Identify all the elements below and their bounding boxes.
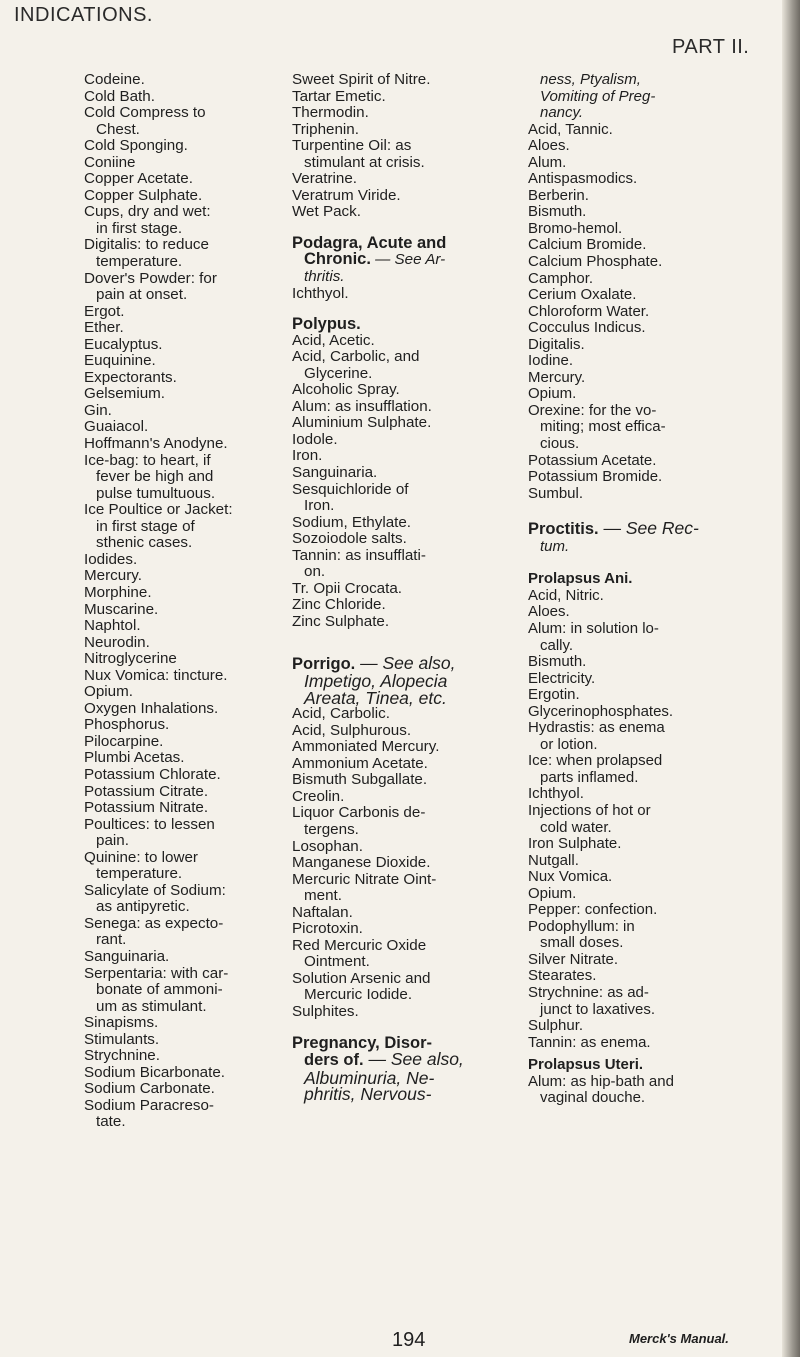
section-heading: Prolapsus Ani. bbox=[528, 570, 633, 588]
list-item: Neurodin. bbox=[84, 633, 150, 651]
list-item: Cold Bath. bbox=[84, 87, 155, 105]
list-item: Zinc Sulphate. bbox=[292, 612, 390, 630]
list-item: junct to laxatives. bbox=[540, 1000, 656, 1018]
see-also: — See also, bbox=[363, 1049, 464, 1070]
section-heading: Porrigo. bbox=[292, 654, 356, 673]
running-header-left: INDICATIONS. bbox=[14, 4, 153, 26]
list-item: Iron Sulphate. bbox=[528, 835, 622, 853]
list-item: pulse tumultuous. bbox=[96, 484, 216, 502]
item-list bbox=[528, 1074, 750, 1107]
see-also-cont: nancy. bbox=[540, 104, 584, 122]
list-item: Silver Nitrate. bbox=[528, 950, 619, 968]
list-item: cold water. bbox=[540, 818, 612, 836]
see-also-cont: ness, Ptyalism, bbox=[540, 71, 641, 88]
list-item: Iodides. bbox=[84, 550, 138, 568]
list-item: Ice: when prolapsed bbox=[528, 752, 663, 770]
list-item: Iron. bbox=[304, 497, 335, 515]
list-item: Cold Compress to bbox=[84, 104, 206, 122]
list-item: Zinc Chloride. bbox=[292, 596, 386, 614]
list-item: Hydrastis: as enema bbox=[528, 719, 665, 737]
list-item: Aloes. bbox=[528, 137, 570, 155]
list-item: as antipyretic. bbox=[96, 898, 190, 916]
list-item: Iodine. bbox=[528, 352, 574, 370]
list-item: Sesquichloride of bbox=[292, 480, 409, 498]
list-item: Triphenin. bbox=[292, 120, 359, 138]
list-item: Salicylate of Sodium: bbox=[84, 881, 226, 899]
list-item: Berberin. bbox=[528, 186, 589, 204]
list-item: Morphine. bbox=[84, 583, 152, 601]
list-item: Acid, Acetic. bbox=[292, 331, 375, 349]
list-item: Nux Vomica. bbox=[528, 868, 613, 886]
list-item: um as stimulant. bbox=[96, 997, 207, 1015]
list-item: Orexine: for the vo- bbox=[528, 401, 657, 419]
list-item: Sozoiodole salts. bbox=[292, 530, 407, 548]
list-item: or lotion. bbox=[540, 735, 598, 753]
list-item: Electricity. bbox=[528, 669, 596, 687]
list-item: Dover's Powder: for bbox=[84, 269, 217, 287]
list-item: Mercuric Nitrate Oint- bbox=[292, 870, 437, 888]
list-item: Acid, Nitric. bbox=[528, 586, 604, 604]
list-item: Poultices: to lessen bbox=[84, 815, 215, 833]
list-item: Opium. bbox=[528, 884, 577, 902]
list-item: Acid, Carbolic. bbox=[292, 705, 390, 723]
list-item: in first stage. bbox=[96, 219, 183, 237]
list-item: Tannin: as insufflati- bbox=[292, 546, 426, 564]
section-podagra bbox=[292, 235, 518, 302]
list-item: Sodium Bicarbonate. bbox=[84, 1063, 225, 1081]
list-item: miting; most effica- bbox=[540, 418, 666, 436]
list-item: rant. bbox=[96, 931, 127, 949]
list-item: Iodole. bbox=[292, 430, 338, 448]
see-also: — See also, bbox=[355, 652, 456, 673]
list-item: tate. bbox=[96, 1113, 126, 1131]
list-item: Stearates. bbox=[528, 967, 597, 985]
list-item: Aloes. bbox=[528, 603, 570, 621]
list-item: Eucalyptus. bbox=[84, 335, 163, 353]
list-item: Losophan. bbox=[292, 837, 363, 855]
list-item: Pilocarpine. bbox=[84, 732, 164, 750]
list-item: Opium. bbox=[528, 385, 577, 403]
list-item: Sulphites. bbox=[292, 1002, 359, 1020]
list-item: Creolin. bbox=[292, 787, 345, 805]
see-also-cont: Impetigo, Alopecia bbox=[304, 671, 448, 692]
list-item: Cerium Oxalate. bbox=[528, 286, 637, 304]
list-item: Thermodin. bbox=[292, 104, 369, 122]
list-item: Ergotin. bbox=[528, 686, 580, 704]
list-item: Pepper: confection. bbox=[528, 901, 658, 919]
section-pregnancy bbox=[292, 1035, 518, 1103]
list-item: Copper Sulphate. bbox=[84, 186, 203, 204]
list-item: Wet Pack. bbox=[292, 203, 361, 221]
list-item: Senega: as expecto- bbox=[84, 914, 224, 932]
list-item: Coniine bbox=[84, 153, 136, 171]
list-item: Camphor. bbox=[528, 269, 594, 287]
list-item: Muscarine. bbox=[84, 600, 159, 618]
list-item: Sinapisms. bbox=[84, 1014, 159, 1032]
item-list bbox=[292, 333, 518, 631]
item-list bbox=[528, 588, 750, 1051]
list-item: Digitalis: to reduce bbox=[84, 236, 209, 254]
list-item: Codeine. bbox=[84, 71, 145, 88]
list-item: Red Mercuric Oxide bbox=[292, 936, 427, 954]
list-item: Cups, dry and wet: bbox=[84, 203, 211, 221]
list-item: Alum: in solution lo- bbox=[528, 619, 659, 637]
list-item: Potassium Bromide. bbox=[528, 468, 663, 486]
list-item: Calcium Bromide. bbox=[528, 236, 647, 254]
page-number: 194 bbox=[392, 1329, 426, 1351]
section-porrigo bbox=[292, 652, 518, 1021]
list-item: Glycerine. bbox=[304, 364, 373, 382]
list-item: Sulphur. bbox=[528, 1017, 584, 1035]
running-header-right: PART II. bbox=[672, 36, 750, 58]
see-also-cont: phritis, Nervous- bbox=[304, 1084, 432, 1105]
list-item: Euquinine. bbox=[84, 352, 156, 370]
list-item: Veratrine. bbox=[292, 170, 358, 188]
see-also-cont: Vomiting of Preg- bbox=[540, 87, 656, 105]
list-item: vaginal douche. bbox=[540, 1089, 646, 1107]
list-item: Nux Vomica: tincture. bbox=[84, 666, 228, 684]
section-heading-cont: ders of. bbox=[304, 1051, 364, 1070]
list-item: tergens. bbox=[304, 820, 359, 838]
list-item: Expectorants. bbox=[84, 368, 177, 386]
list-item: Bismuth. bbox=[528, 203, 587, 221]
page-edge bbox=[782, 0, 800, 1357]
section-prolapsus-uteri bbox=[528, 1057, 750, 1107]
see-also-cont: Areata, Tinea, etc. bbox=[304, 687, 447, 708]
list-item: Sanguinaria. bbox=[292, 464, 378, 482]
footer-title: Merck's Manual. bbox=[629, 1331, 729, 1346]
list-item: Ergot. bbox=[84, 302, 125, 320]
column-1 bbox=[84, 72, 294, 1131]
list-item: Acid, Sulphurous. bbox=[292, 721, 412, 739]
list-item: Digitalis. bbox=[528, 335, 585, 353]
list-item: Sodium, Ethylate. bbox=[292, 513, 412, 531]
list-item: fever be high and bbox=[96, 468, 214, 486]
list-item: Cold Sponging. bbox=[84, 137, 188, 155]
list-item: Veratrum Viride. bbox=[292, 186, 401, 204]
list-item: parts inflamed. bbox=[540, 768, 639, 786]
item-list bbox=[292, 706, 518, 1020]
intro-list bbox=[292, 72, 518, 221]
list-item: Bromo-hemol. bbox=[528, 219, 623, 237]
list-item: temperature. bbox=[96, 253, 183, 271]
see-also-cont: tum. bbox=[540, 537, 570, 555]
list-item: Sanguinaria. bbox=[84, 947, 170, 965]
list-item: Solution Arsenic and bbox=[292, 969, 431, 987]
list-item: Naftalan. bbox=[292, 903, 353, 921]
see-also: — See Ar- bbox=[370, 251, 446, 269]
list-item: Potassium Citrate. bbox=[84, 782, 209, 800]
list-item: bonate of ammoni- bbox=[96, 981, 223, 999]
list-item: Guaiacol. bbox=[84, 418, 149, 436]
list-item: Nutgall. bbox=[528, 851, 579, 869]
list-item: Bismuth Subgallate. bbox=[292, 771, 428, 789]
list-item: ment. bbox=[304, 887, 342, 905]
list-item: Aluminium Sulphate. bbox=[292, 414, 432, 432]
list-item: Ether. bbox=[84, 319, 124, 337]
list-item: Quinine: to lower bbox=[84, 848, 198, 866]
item-list bbox=[528, 122, 750, 503]
section-heading-cont: Chronic. bbox=[304, 250, 371, 269]
section-heading: Polypus. bbox=[292, 315, 361, 334]
list-item: Ointment. bbox=[304, 953, 370, 971]
list-item: pain at onset. bbox=[96, 286, 188, 304]
list-item: Hoffmann's Anodyne. bbox=[84, 435, 228, 453]
column-2 bbox=[292, 72, 518, 1103]
list-item: pain. bbox=[96, 832, 129, 850]
list-item: cally. bbox=[540, 636, 574, 654]
list-item: Nitroglycerine bbox=[84, 650, 177, 668]
list-item: Sodium Carbonate. bbox=[84, 1080, 215, 1098]
list-item: Alcoholic Spray. bbox=[292, 381, 400, 399]
list-item: small doses. bbox=[540, 934, 624, 952]
list-item: Phosphorus. bbox=[84, 716, 170, 734]
list-item: Naphtol. bbox=[84, 617, 141, 635]
list-item: Copper Acetate. bbox=[84, 170, 193, 188]
list-item: Antispasmodics. bbox=[528, 170, 638, 188]
list-item: Potassium Nitrate. bbox=[84, 799, 209, 817]
list-item: in first stage of bbox=[96, 517, 195, 535]
list-item: Ammonium Acetate. bbox=[292, 754, 428, 772]
list-item: Oxygen Inhalations. bbox=[84, 699, 219, 717]
see-also-cont: thritis. bbox=[304, 268, 345, 286]
see-also: — See Rec- bbox=[598, 518, 699, 539]
list-item: Alum: as insufflation. bbox=[292, 397, 432, 415]
list-item: Gin. bbox=[84, 401, 112, 419]
list-item: Turpentine Oil: as bbox=[292, 137, 412, 155]
list-item: on. bbox=[304, 563, 326, 581]
list-item: Sodium Paracreso- bbox=[84, 1096, 214, 1114]
list-item: Calcium Phosphate. bbox=[528, 253, 663, 271]
list-item: Strychnine. bbox=[84, 1047, 160, 1065]
list-item: Injections of hot or bbox=[528, 801, 651, 819]
list-item: cious. bbox=[540, 435, 580, 453]
list-item: Chest. bbox=[96, 120, 140, 138]
list-item: Strychnine: as ad- bbox=[528, 983, 649, 1001]
list-item: Podophyllum: in bbox=[528, 917, 635, 935]
list-item: Mercury. bbox=[528, 368, 586, 386]
column-3 bbox=[528, 72, 750, 1107]
list-item: Sweet Spirit of Nitre. bbox=[292, 71, 431, 88]
section-polypus bbox=[292, 316, 518, 630]
list-item: sthenic cases. bbox=[96, 534, 193, 552]
list-item: temperature. bbox=[96, 865, 183, 883]
list-item: Ammoniated Mercury. bbox=[292, 738, 440, 756]
item-list bbox=[292, 286, 518, 303]
section-prolapsus-ani bbox=[528, 571, 750, 1051]
section-proctitis bbox=[528, 520, 750, 555]
list-item: Iron. bbox=[292, 447, 323, 465]
list-item: Serpentaria: with car- bbox=[84, 964, 229, 982]
list-item: Gelsemium. bbox=[84, 385, 166, 403]
list-item: Plumbi Acetas. bbox=[84, 749, 185, 767]
list-item: Ichthyol. bbox=[528, 785, 584, 803]
list-item: Tr. Opii Crocata. bbox=[292, 579, 402, 597]
list-item: stimulant at crisis. bbox=[304, 153, 425, 171]
list-item: Mercuric Iodide. bbox=[304, 986, 413, 1004]
list-item: Cocculus Indicus. bbox=[528, 319, 646, 337]
list-item: Glycerinophosphates. bbox=[528, 702, 674, 720]
list-item: Alum: as hip-bath and bbox=[528, 1072, 674, 1090]
list-item: Tannin: as enema. bbox=[528, 1033, 651, 1051]
list-item: Potassium Acetate. bbox=[528, 451, 657, 469]
list-item: Ice Poultice or Jacket: bbox=[84, 501, 233, 519]
list-item: Chloroform Water. bbox=[528, 302, 650, 320]
list-item: Tartar Emetic. bbox=[292, 87, 386, 105]
section-heading: Pregnancy, Disor- bbox=[292, 1033, 432, 1052]
list-item: Acid, Carbolic, and bbox=[292, 348, 420, 366]
list-item: Mercury. bbox=[84, 567, 142, 585]
list-item: Manganese Dioxide. bbox=[292, 854, 431, 872]
section-heading: Proctitis. bbox=[528, 520, 599, 539]
see-also-cont: Albuminuria, Ne- bbox=[304, 1067, 435, 1088]
list-item: Acid, Tannic. bbox=[528, 120, 613, 138]
list-item: Picrotoxin. bbox=[292, 920, 363, 938]
list-item: Opium. bbox=[84, 683, 133, 701]
list-item: Stimulants. bbox=[84, 1030, 160, 1048]
list-item: Sumbul. bbox=[528, 484, 584, 502]
list-item: Ichthyol. bbox=[292, 284, 349, 302]
list-item: Ice-bag: to heart, if bbox=[84, 451, 211, 469]
list-item: Alum. bbox=[528, 153, 567, 171]
list-item: Potassium Chlorate. bbox=[84, 765, 221, 783]
section-heading: Podagra, Acute and bbox=[292, 233, 447, 252]
section-heading: Prolapsus Uteri. bbox=[528, 1056, 644, 1074]
list-item: Bismuth. bbox=[528, 653, 587, 671]
list-item: Liquor Carbonis de- bbox=[292, 804, 426, 822]
